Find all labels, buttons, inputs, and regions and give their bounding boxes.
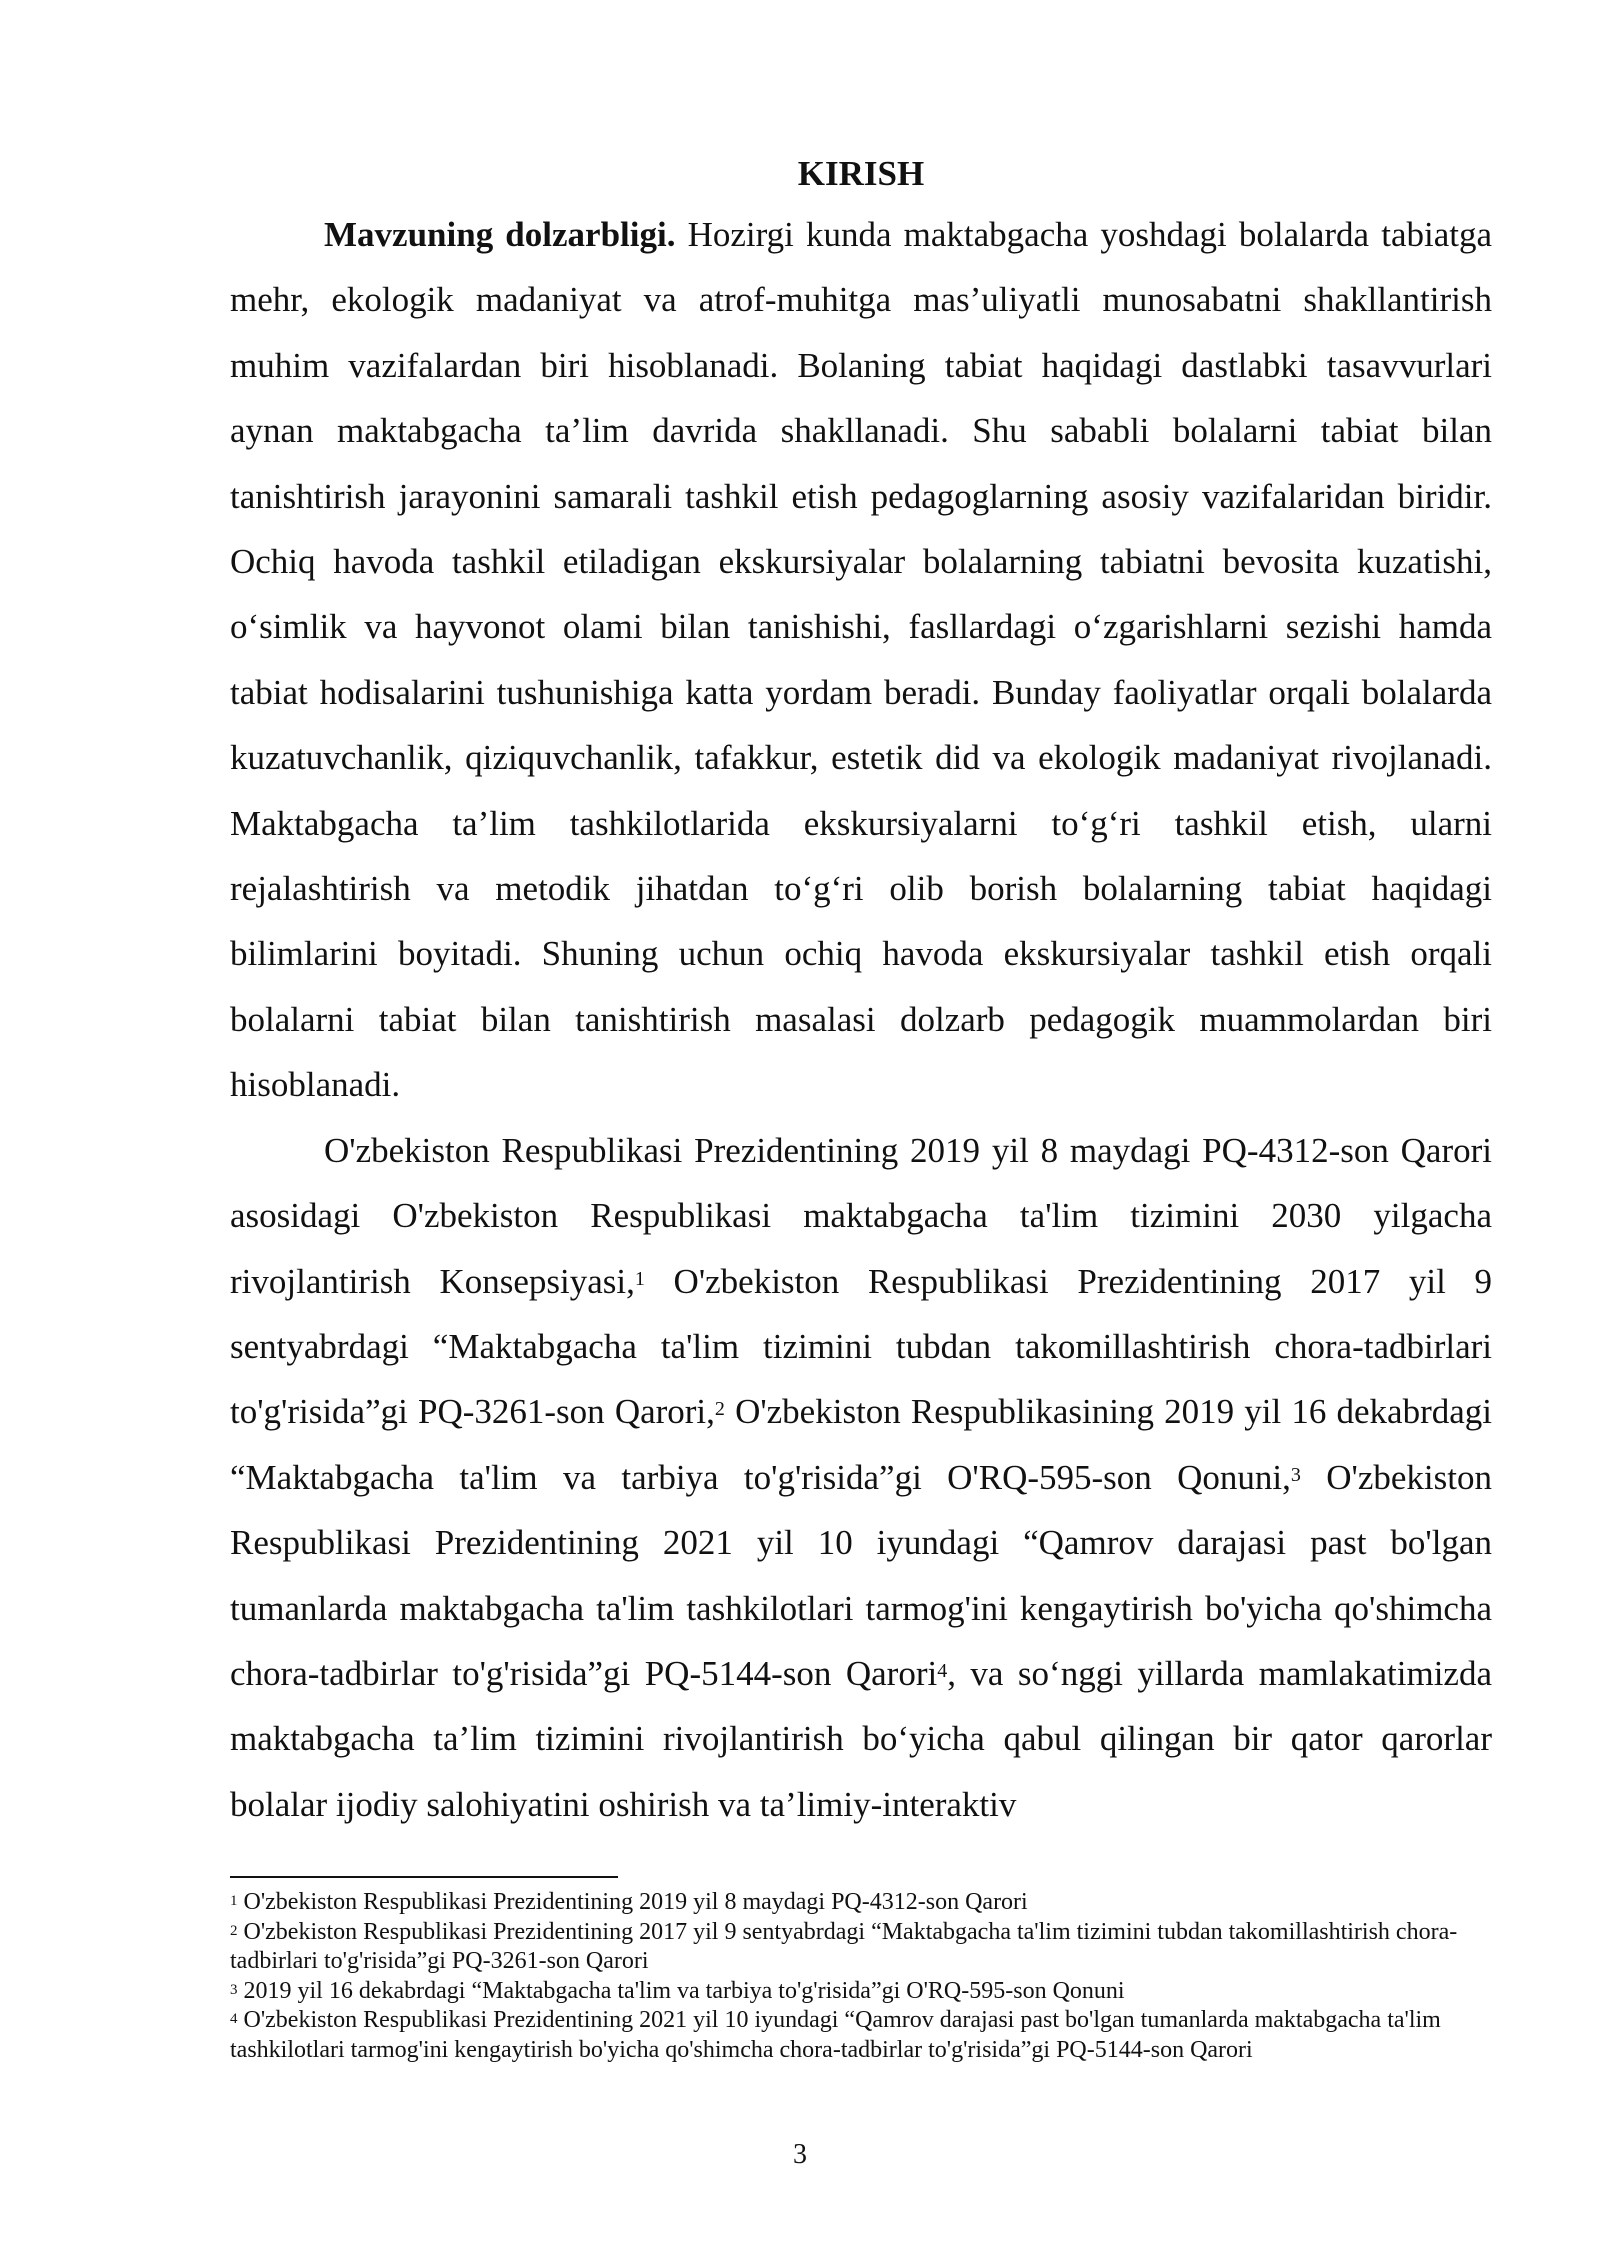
- footnote-item: [230, 1977, 1492, 2007]
- footnote-mark: 3: [230, 1981, 238, 1998]
- paragraph-text: O'zbekiston Respublikasi Prezidentining 2019 yil 8 maydagi PQ-4312-son Qarori asosidagi O'zbekiston Respublikasi maktabgacha ta'lim tizimini 2030 yilgacha rivojlantirish Konsepsiyasi,: [230, 1130, 1492, 1301]
- page-body: [230, 150, 1492, 1837]
- paragraph-legal-basis: [230, 1118, 1492, 1837]
- paragraph-text: , va so‘nggi yillarda mamlakatimizda maktabgacha ta’lim tizimini rivojlantirish bo‘yicha qabul qilingan bir qator qarorlar bolalar ijodiy salohiyatini oshirish va ta’limiy-interaktiv: [230, 1653, 1492, 1824]
- footnote-text: O'zbekiston Respublikasi Prezidentining 2021 yil 10 iyundagi “Qamrov darajasi past bo'lgan tumanlarda maktabgacha ta'lim tashkilotlari tarmog'ini kengaytirish bo'yicha qo'shimcha chora-tadbirlar to'g'risida”gi PQ-5144-son Qarori: [230, 2007, 1441, 2063]
- paragraph-text: O'zbekiston Respublikasi Prezidentining 2021 yil 10 iyundagi “Qamrov darajasi past bo'lgan tumanlarda maktabgacha ta'lim tashkilotlari tarmog'ini kengaytirish bo'yicha qo'shimcha chora-tadbirlar to'g'risida”gi PQ-5144-son Qarori: [230, 1457, 1492, 1693]
- footnote-mark: 2: [230, 1922, 238, 1939]
- footnote-reference[interactable]: 4: [937, 1659, 948, 1682]
- footnote-reference[interactable]: 1: [634, 1267, 645, 1290]
- paragraph-text: Hozirgi kunda maktabgacha yoshdagi bolalarda tabiatga mehr, ekologik madaniyat va atrof-muhitga mas’uliyatli munosabatni shakllantirish muhim vazifalardan biri hisoblanadi. Bolaning tabiat haqidagi dastlabki tasavvurlari aynan maktabgacha ta’lim davrida shakllanadi. Shu sababli bolalarni tabiat bilan tanishtirish jarayonini samarali tashkil etish pedagoglarning asosiy vazifalaridan biridir. Ochiq havoda tashkil etiladigan ekskursiyalar bolalarning tabiatni bevosita kuzatishi, o‘simlik va hayvonot olami bilan tanishishi, fasllardagi o‘zgarishlarni sezishi hamda tabiat hodisalarini tushunishiga katta yordam beradi. Bunday faoliyatlar orqali bolalarda kuzatuvchanlik, qiziquvchanlik, tafakkur, estetik did va ekologik madaniyat rivojlanadi. Maktabgacha ta’lim tashkilotlarida ekskursiyalarni to‘g‘ri tashkil etish, ularni rejalashtirish va metodik jihatdan to‘g‘ri olib borish bolalarning tabiat haqidagi bilimlarini boyitadi. Shuning uchun ochiq havoda ekskursiyalar tashkil etish orqali bolalarni tabiat bilan tanishtirish masalasi dolzarb pedagogik muammolardan biri hisoblanadi.: [230, 215, 1492, 1105]
- paragraph-relevance: [230, 202, 1492, 1118]
- footnote-item: [230, 1888, 1492, 1918]
- section-heading: KIRISH: [797, 154, 925, 193]
- paragraph-text: O'zbekiston Respublikasining 2019 yil 16 dekabrdagi “Maktabgacha ta'lim va tarbiya to'g'risida”gi O'RQ-595-son Qonuni,: [230, 1392, 1492, 1497]
- footnote-mark: 4: [230, 2011, 238, 2027]
- footnote-reference[interactable]: 3: [1290, 1463, 1301, 1486]
- footnote-item: [230, 2006, 1492, 2065]
- footnote-separator: [230, 1876, 618, 1878]
- paragraph-text: O'zbekiston Respublikasi Prezidentining 2017 yil 9 sentyabrdagi “Maktabgacha ta'lim tizimini tubdan takomillashtirish chora-tadbirlari to'g'risida”gi PQ-3261-son Qarori,: [230, 1261, 1492, 1432]
- page-number: 3: [793, 2139, 807, 2170]
- footnote-item: [230, 1918, 1492, 1977]
- footnote-text: 2019 yil 16 dekabrdagi “Maktabgacha ta'lim va tarbiya to'g'risida”gi O'RQ-595-son Qonuni: [243, 1977, 1125, 2004]
- paragraph-lead: Mavzuning dolzarbligi.: [324, 215, 676, 254]
- footnote-text: O'zbekiston Respublikasi Prezidentining 2019 yil 8 maydagi PQ-4312-son Qarori: [243, 1889, 1028, 1915]
- footnote-mark: 1: [230, 1893, 238, 1909]
- footnotes: [230, 1888, 1492, 2065]
- footnote-reference[interactable]: 2: [714, 1398, 725, 1421]
- footnote-text: O'zbekiston Respublikasi Prezidentining 2017 yil 9 sentyabrdagi “Maktabgacha ta'lim tizimini tubdan takomillashtirish chora-tadbirlari to'g'risida”gi PQ-3261-son Qarori: [230, 1918, 1458, 1974]
